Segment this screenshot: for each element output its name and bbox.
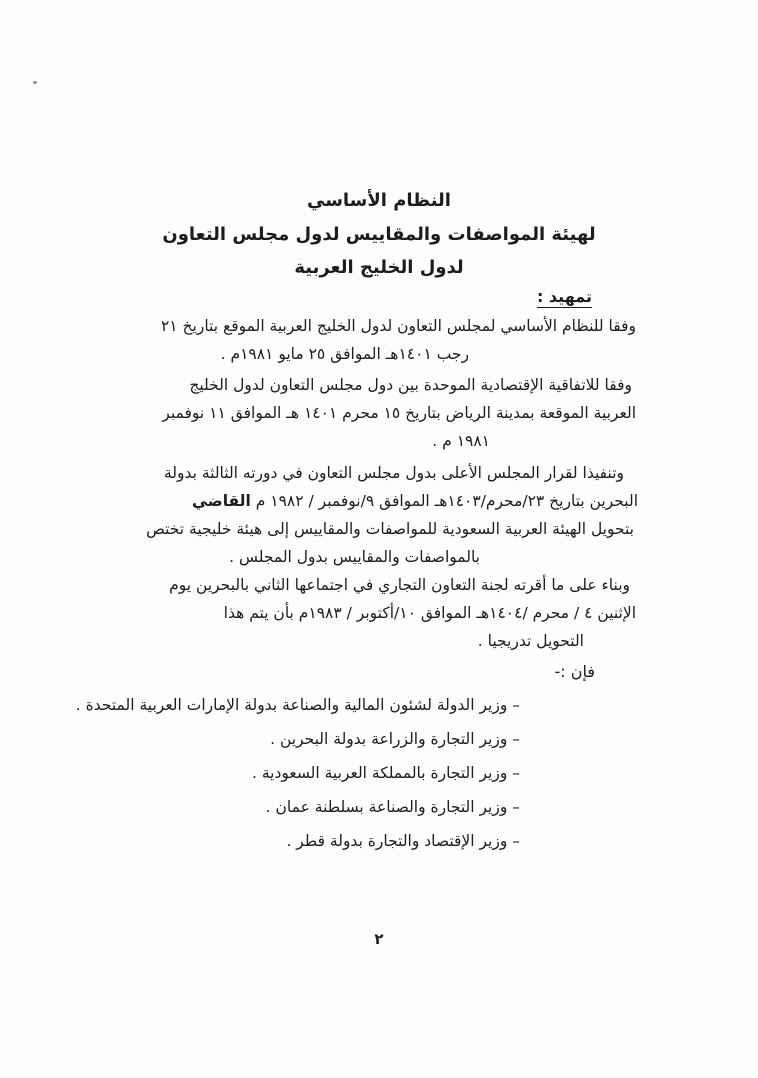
document-title-line-1: النظام الأساسي bbox=[307, 190, 451, 211]
paragraph-2-line-3: ١٩٨١ م . bbox=[432, 432, 490, 450]
scan-artifact-speck bbox=[33, 81, 37, 84]
document-content bbox=[75, 0, 638, 1078]
paragraph-3-line-2 bbox=[192, 491, 638, 511]
page-number: ٢ bbox=[374, 930, 384, 948]
preamble-heading bbox=[537, 287, 592, 307]
therefore-lead-in: فإن :- bbox=[554, 662, 595, 681]
paragraph-3-line-3: بتحويل الهيئة العربية السعودية للمواصفات والمقاييس إلى هيئة خليجية تختص bbox=[146, 520, 634, 538]
document-title-line-2: لهيئة المواصفات والمقاييس لدول مجلس التعاون bbox=[162, 224, 596, 245]
paragraph-1-line-2: رجب ١٤٠١هـ الموافق ٢٥ مايو ١٩٨١م . bbox=[220, 345, 469, 363]
paragraph-2-line-2: العربية الموقعة بمدينة الرياض بتاريخ ١٥ محرم ١٤٠١ هـ الموافق ١١ نوفمبر bbox=[162, 404, 636, 422]
paragraph-3-line-2-emphasis: القاضي bbox=[192, 492, 251, 510]
preamble-heading-text: تمهيد : bbox=[536, 287, 592, 306]
paragraph-3-line-2-text: البحرين بتاريخ ٢٣/محرم/١٤٠٣هـ الموافق ٩/نوفمبر / ١٩٨٢ م bbox=[255, 492, 638, 510]
document-title-line-3: لدول الخليج العربية bbox=[294, 257, 464, 278]
minister-list-item-uae: – وزير الدولة لشئون المالية والصناعة بدولة الإمارات العربية المتحدة . bbox=[75, 696, 520, 714]
paragraph-1-line-1: وفقا للنظام الأساسي لمجلس التعاون لدول الخليج العربية الموقع بتاريخ ٢١ bbox=[160, 317, 636, 335]
minister-list-item-bahrain: – وزير التجارة والزراعة بدولة البحرين . bbox=[270, 730, 520, 748]
paragraph-3-line-1: وتنفيذا لقرار المجلس الأعلى بدول مجلس التعاون في دورته الثالثة بدولة bbox=[163, 464, 624, 482]
paragraph-4-line-3: التحويل تدريجيا . bbox=[477, 632, 584, 650]
paragraph-4-line-2: الإثنين ٤ / محرم /١٤٠٤هـ الموافق ١٠/أكتوبر / ١٩٨٣م بأن يتم هذا bbox=[223, 604, 636, 622]
paragraph-2-line-1: وفقا للاتفاقية الإقتصادية الموحدة بين دول مجلس التعاون لدول الخليج bbox=[189, 376, 632, 394]
minister-list-item-saudi-arabia: – وزير التجارة بالمملكة العربية السعودية . bbox=[251, 764, 520, 782]
paragraph-3-line-4: بالمواصفات والمقاييس بدول المجلس . bbox=[229, 548, 480, 566]
minister-list-item-qatar: – وزير الإقتصاد والتجارة بدولة قطر . bbox=[286, 832, 520, 850]
minister-list-item-oman: – وزير التجارة والصناعة بسلطنة عمان . bbox=[265, 798, 520, 816]
paragraph-4-line-1: وبناء على ما أقرته لجنة التعاون التجاري في اجتماعها الثاني بالبحرين يوم bbox=[169, 576, 630, 594]
